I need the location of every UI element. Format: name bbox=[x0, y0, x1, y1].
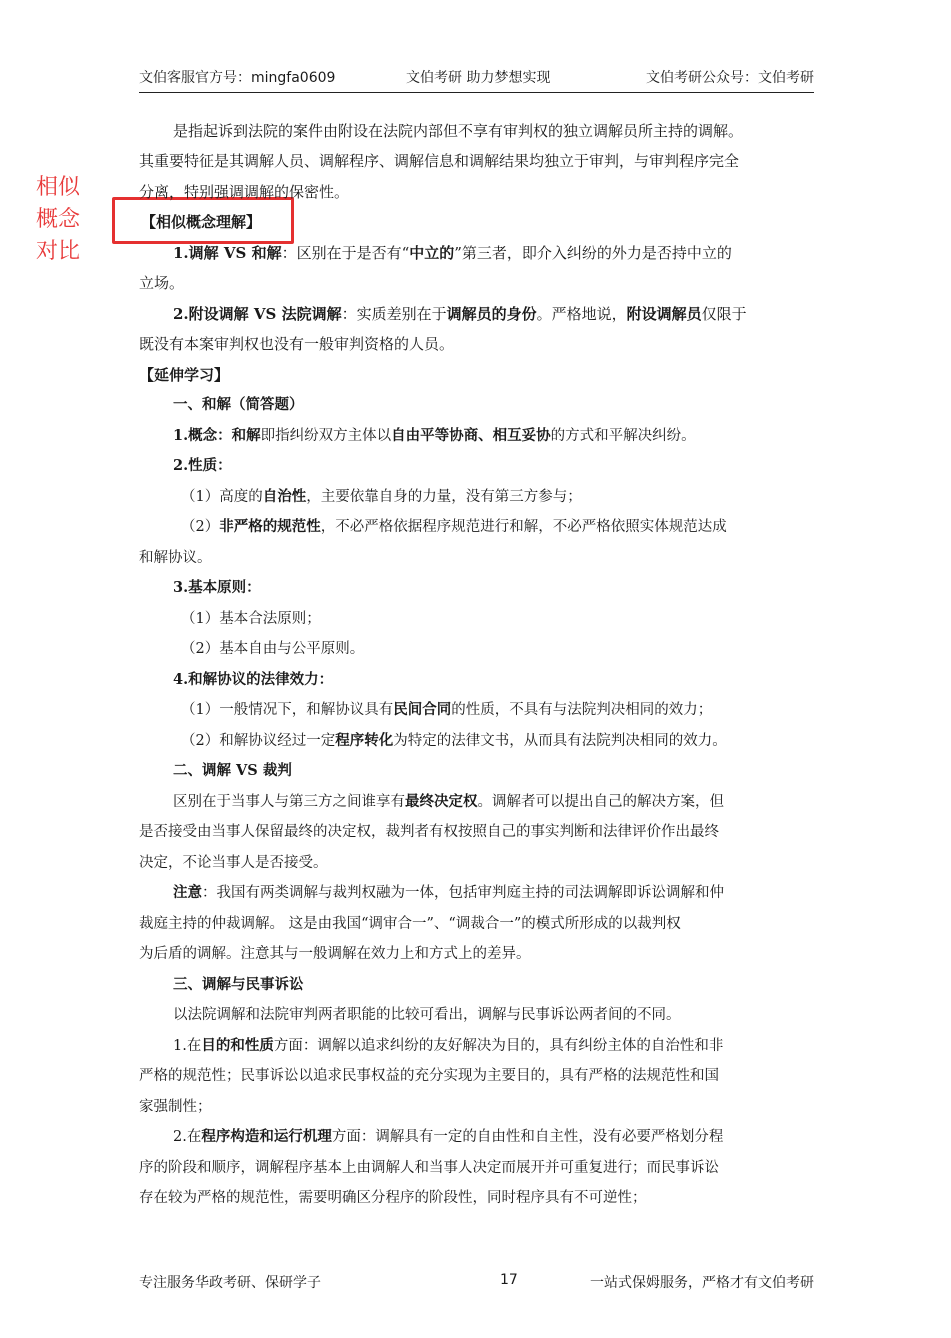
paragraph-line: 是否接受由当事人保留最终的决定权，裁判者有权按照自己的事实判断和法律评价作出最终 bbox=[139, 824, 719, 840]
paragraph-line: 裁庭主持的仲裁调解。 这是由我国“调审合一”、“调裁合一”的模式所形成的以裁判权 bbox=[139, 916, 681, 932]
paragraph-line: 为后盾的调解。注意其与一般调解在效力上和方式上的差异。 bbox=[139, 946, 531, 962]
page-footer bbox=[139, 1272, 814, 1294]
paragraph-line: 既没有本案审判权也没有一般审判资格的人员。 bbox=[139, 335, 455, 353]
paragraph-line: 2.在程序构造和运行机理方面：调解具有一定的自由性和自主性，没有必要严格划分程 bbox=[173, 1128, 724, 1145]
footer-left: 专注服务华政考研、保研学子 bbox=[139, 1275, 321, 1291]
paragraph-line: 分离，特别强调调解的保密性。 bbox=[139, 183, 350, 201]
paragraph-line: （2）非严格的规范性，不必严格依据程序规范进行和解，不必严格依照实体规范达成 bbox=[181, 518, 727, 535]
paragraph-line: （2）基本自由与公平原则。 bbox=[181, 641, 365, 657]
paragraph-line: （1）基本合法原则； bbox=[181, 611, 321, 627]
paragraph-line: 3.基本原则： bbox=[173, 579, 261, 596]
header-right: 文伯考研公众号：文伯考研 bbox=[646, 70, 814, 86]
paragraph-line: 2.性质： bbox=[173, 457, 232, 474]
subheading: 三、调解与民事诉讼 bbox=[173, 976, 304, 993]
margin-annotation: 相似 概念 对比 bbox=[36, 175, 81, 264]
paragraph-line: 1.概念：和解即指纠纷双方主体以自由平等协商、相互妥协的方式和平解决纠纷。 bbox=[173, 427, 696, 444]
footer-right: 一站式保姆服务，严格才有文伯考研 bbox=[590, 1275, 814, 1291]
paragraph-line: 以法院调解和法院审判两者职能的比较可看出，调解与民事诉讼两者间的不同。 bbox=[173, 1007, 681, 1023]
paragraph-line: 其重要特征是其调解人员、调解程序、调解信息和调解结果均独立于审判，与审判程序完全 bbox=[139, 152, 740, 170]
subheading: 二、调解 VS 裁判 bbox=[173, 762, 292, 779]
paragraph-line: 序的阶段和顺序，调解程序基本上由调解人和当事人决定而展开并可重复进行；而民事诉讼 bbox=[139, 1160, 719, 1176]
section-heading-extend: 【延伸学习】 bbox=[139, 366, 230, 384]
paragraph-line: 存在较为严格的规范性，需要明确区分程序的阶段性，同时程序具有不可逆性； bbox=[139, 1190, 647, 1206]
page-number: 17 bbox=[500, 1272, 518, 1288]
paragraph-line: 1.调解 VS 和解：区别在于是否有“中立的”第三者，即介入纠纷的外力是否持中立的 bbox=[173, 244, 732, 262]
paragraph-line: 决定，不论当事人是否接受。 bbox=[139, 855, 328, 871]
paragraph-line: （2）和解协议经过一定程序转化为特定的法律文书，从而具有法院判决相同的效力。 bbox=[181, 732, 727, 749]
paragraph-line: 4.和解协议的法律效力： bbox=[173, 671, 334, 688]
paragraph-line: 立场。 bbox=[139, 274, 185, 292]
section-heading-similar: 【相似概念理解】 bbox=[141, 213, 262, 231]
paragraph-line: 和解协议。 bbox=[139, 550, 212, 566]
paragraph-line: 是指起诉到法院的案件由附设在法院内部但不享有审判权的独立调解员所主持的调解。 bbox=[173, 122, 744, 140]
subheading: 一、和解（简答题） bbox=[173, 396, 304, 413]
paragraph-line: 1.在目的和性质方面：调解以追求纠纷的友好解决为目的，具有纠纷主体的自治性和非 bbox=[173, 1037, 724, 1054]
header-left: 文伯客服官方号：mingfa0609 bbox=[139, 70, 336, 86]
paragraph-line: （1）一般情况下，和解协议具有民间合同的性质，不具有与法院判决相同的效力； bbox=[181, 701, 713, 718]
paragraph-line: （1）高度的自治性，主要依靠自身的力量，没有第三方参与； bbox=[181, 488, 582, 505]
header-center: 文伯考研 助力梦想实现 bbox=[406, 70, 551, 86]
paragraph-line: 2.附设调解 VS 法院调解：实质差别在于调解员的身份。严格地说，附设调解员仅限于 bbox=[173, 305, 747, 323]
paragraph-line: 严格的规范性；民事诉讼以追求民事权益的充分实现为主要目的，具有严格的法规范性和国 bbox=[139, 1068, 719, 1084]
paragraph-line: 家强制性； bbox=[139, 1099, 212, 1115]
paragraph-line: 区别在于当事人与第三方之间谁享有最终决定权。调解者可以提出自己的解决方案，但 bbox=[173, 793, 724, 810]
paragraph-line: 注意：我国有两类调解与裁判权融为一体，包括审判庭主持的司法调解即诉讼调解和仲 bbox=[173, 884, 724, 901]
page-header bbox=[139, 68, 814, 93]
